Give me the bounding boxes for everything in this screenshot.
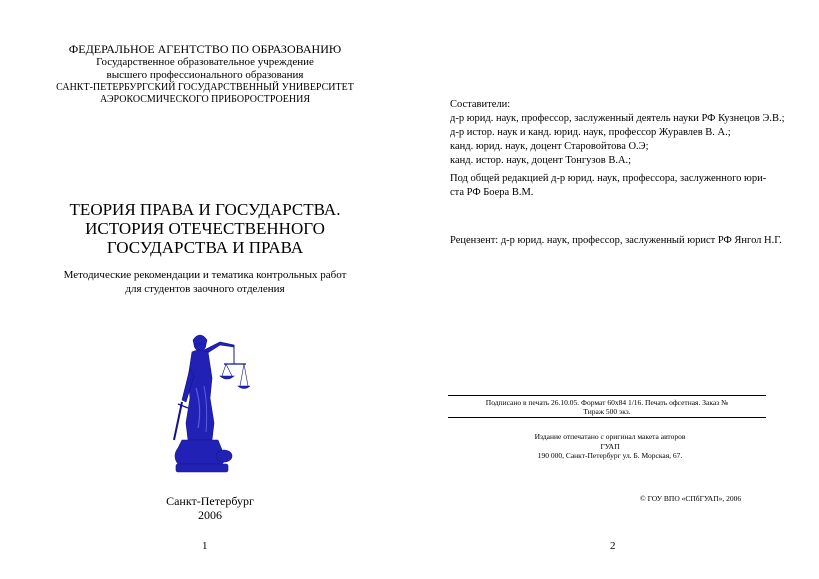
- copyright-notice: © ГОУ ВПО «СПбГУАП», 2006: [640, 494, 742, 503]
- university-name: АЭРОКОСМИЧЕСКОГО ПРИБОРОСТРОЕНИЯ: [99, 94, 311, 105]
- imprint-line: Подписано в печать 26.10.05. Формат 60х84 1/16. Печать офсетная. Заказ №: [485, 398, 729, 407]
- compilers-label: Составители:: [450, 99, 511, 110]
- printer-line: ГУАП: [600, 441, 620, 451]
- imprint-block: [448, 395, 766, 418]
- themis-statue-icon: [168, 328, 250, 473]
- institution-type: Государственное образовательное учреждение: [96, 56, 314, 68]
- institution-type: высшего профессионального образования: [106, 69, 304, 81]
- right-page: [410, 0, 819, 579]
- reviewer-line: Рецензент: д-р юрид. наук, профессор, заслуженный юрист РФ Янгол Н.Г.: [450, 235, 782, 246]
- imprint-line: Тираж 500 экз.: [583, 407, 631, 416]
- page-number: 2: [610, 540, 616, 552]
- university-name: САНКТ-ПЕТЕРБУРГСКИЙ ГОСУДАРСТВЕННЫЙ УНИВЕРСИТЕТ: [56, 82, 354, 93]
- printer-line: 190 000, Санкт-Петербург ул. Б. Морская, 67.: [537, 451, 683, 460]
- compiler-entry: д-р истор. наук и канд. юрид. наук, профессор Журавлев В. А.;: [450, 127, 731, 138]
- title-line: ТЕОРИЯ ПРАВА И ГОСУДАРСТВА.: [69, 200, 341, 219]
- printer-line: Издание отпечатано с оригинал макета авторов: [534, 432, 686, 441]
- compilers-block: [450, 98, 790, 168]
- page-number: 1: [202, 540, 208, 552]
- agency-name: ФЕДЕРАЛЬНОЕ АГЕНТСТВО ПО ОБРАЗОВАНИЮ: [68, 42, 342, 56]
- publication-place: [110, 494, 310, 522]
- year: 2006: [198, 508, 222, 522]
- title-line: ИСТОРИЯ ОТЕЧЕСТВЕННОГО: [85, 219, 325, 238]
- compiler-entry: д-р юрид. наук, профессор, заслуженный деятель науки РФ Кузнецов Э.В.;: [450, 113, 785, 124]
- compiler-entry: канд. истор. наук, доцент Тонгузов В.А.;: [450, 155, 632, 166]
- compiler-entry: канд. юрид. наук, доцент Старовойтова О.Э;: [450, 141, 649, 152]
- editor-line: Под общей редакцией д-р юрид. наук, профессора, заслуженного юри-: [450, 173, 767, 184]
- document-subtitle: [30, 268, 380, 296]
- document-title: [30, 200, 380, 257]
- subtitle-line: Методические рекомендации и тематика контрольных работ: [63, 269, 347, 281]
- editor-block: [450, 172, 780, 200]
- subtitle-line: для студентов заочного отделения: [125, 283, 285, 295]
- title-line: ГОСУДАРСТВА И ПРАВА: [106, 238, 304, 257]
- editor-line: ста РФ Боера В.М.: [450, 187, 534, 198]
- header: [30, 42, 380, 106]
- printer-block: [510, 432, 710, 461]
- city: Санкт-Петербург: [166, 494, 254, 508]
